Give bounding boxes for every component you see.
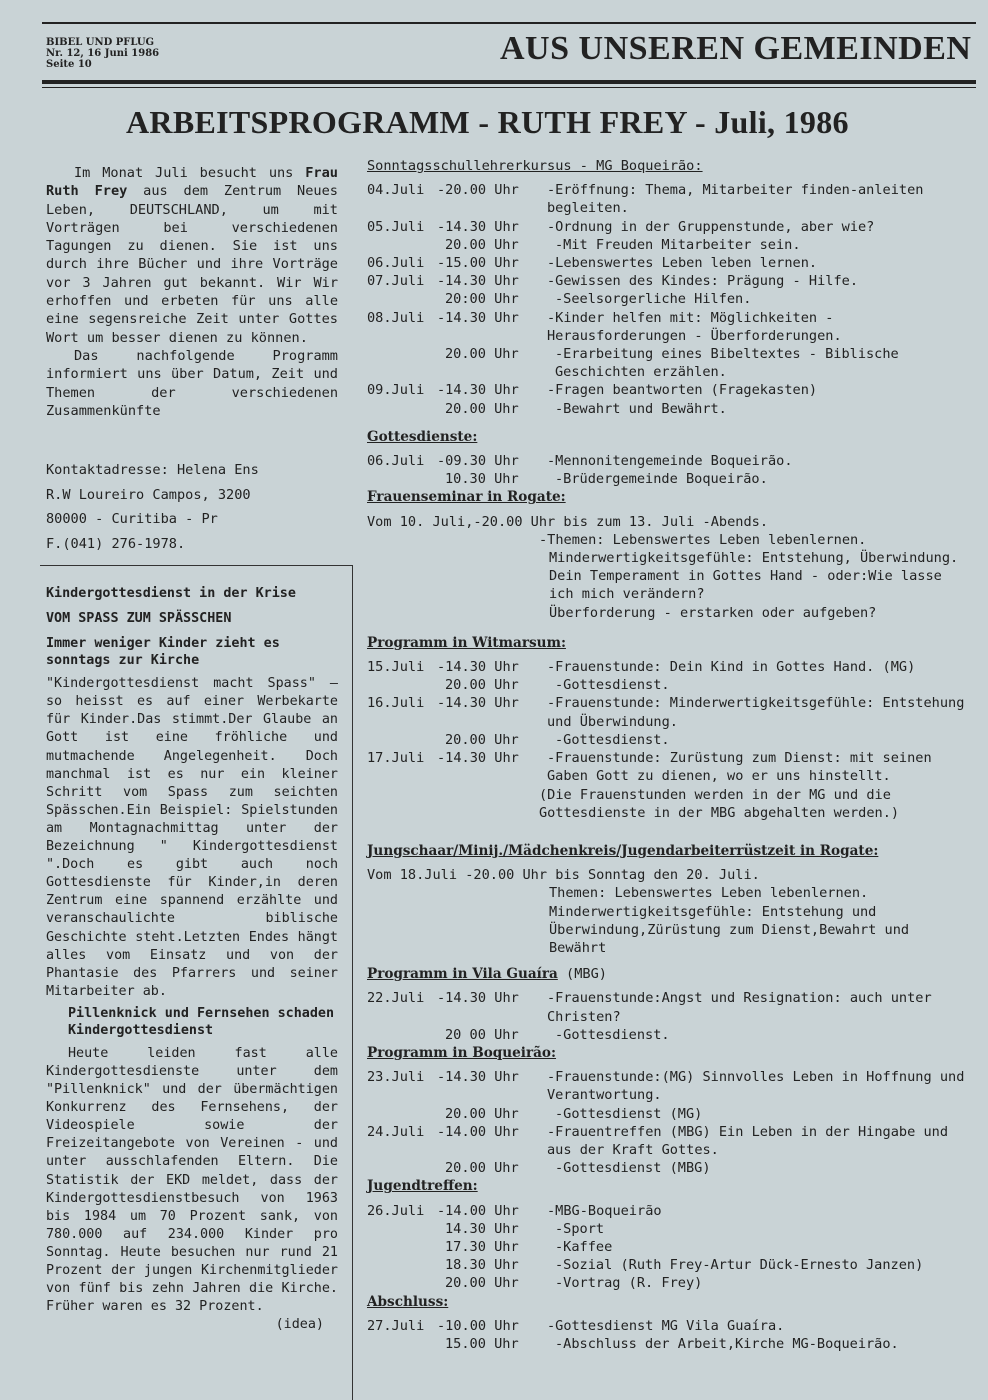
schedule-row: [367, 749, 967, 785]
jungschaar-theme-1: Themen: Lebenswertes Leben lebenlernen.: [549, 885, 869, 902]
masthead-info: [46, 37, 159, 70]
top-rule: [42, 22, 976, 24]
schedule-time: 20.00 Uhr: [445, 346, 519, 363]
schedule-row: [367, 181, 967, 217]
schedule-row: [367, 1159, 967, 1177]
schedule-topic: -Eröffnung: Thema, Mitarbeiter finden-anleiten begleiten.: [547, 182, 924, 217]
schedule-date: [367, 1159, 437, 1177]
schedule-date: 08.Juli: [367, 309, 425, 326]
abschluss-list: [367, 1317, 967, 1353]
program-schedule: [367, 157, 967, 1353]
schedule-row: [367, 1335, 967, 1353]
schedule-time: 20:00 Uhr: [445, 291, 519, 308]
boqueirao-heading: Programm in Boqueirão:: [367, 1044, 557, 1061]
schedule-row: [367, 272, 967, 290]
schedule-date: [367, 1105, 437, 1123]
intro-paragraph-2: Das nachfolgende Programm informiert uns über Datum, Zeit und Themen der verschiedenen Zusammenkünfte: [46, 347, 338, 419]
schedule-topic: -Fragen beantworten (Fragekasten): [547, 382, 818, 399]
schedule-topic: -Gottesdienst.: [555, 731, 670, 748]
schedule-date: [367, 1335, 437, 1353]
schedule-date: 07.Juli: [367, 273, 425, 290]
schedule-date: [367, 1220, 437, 1238]
jungschaar-theme-2: Minderwertigkeitsgefühle: Entstehung und Überwindung,Zürüstung zum Dienst,Bewahrt und Bewährt: [549, 903, 910, 956]
schedule-date: 26.Juli: [367, 1202, 425, 1219]
schedule-time: -14.30 Uhr: [437, 382, 519, 399]
schedule-date: 05.Juli: [367, 218, 425, 235]
schedule-date: 24.Juli: [367, 1123, 425, 1140]
schedule-date: [367, 676, 437, 694]
schedule-time: 20.00 Uhr: [445, 1105, 519, 1122]
schedule-topic: -Mennonitengemeinde Boqueirão.: [547, 453, 793, 470]
schedule-row: [367, 1026, 967, 1044]
schedule-row: [367, 658, 967, 676]
guest-name: Frau Ruth Frey: [46, 165, 338, 200]
schedule-date: [367, 1256, 437, 1274]
jugendtreffen-heading: Jugendtreffen:: [367, 1178, 478, 1195]
schedule-time: 17.30 Uhr: [445, 1238, 519, 1255]
article-source: (idea): [275, 1317, 324, 1333]
schedule-row: [367, 1068, 967, 1104]
frauenseminar-theme-4: Überforderung - erstarken oder aufgeben?: [549, 604, 877, 621]
vila-heading: Programm in Vila Guaíra: [367, 966, 558, 983]
contact-address: [46, 458, 338, 556]
contact-phone: F.(041) 276-1978.: [46, 535, 186, 552]
schedule-topic: -Frauenstunde:Angst und Resignation: auch unter Christen?: [547, 990, 932, 1025]
schedule-date: [367, 1026, 437, 1044]
schedule-time: 20.00 Uhr: [445, 677, 519, 694]
schedule-date: 17.Juli: [367, 750, 425, 767]
section-rule-thick: [42, 80, 976, 84]
schedule-time: -14.30 Uhr: [437, 1069, 519, 1086]
schedule-topic: -Frauenstunde: Minderwertigkeitsgefühle: Entstehung und Überwindung.: [547, 695, 965, 730]
schedule-time: -09.30 Uhr: [437, 453, 519, 470]
schedule-row: [367, 1220, 967, 1238]
schedule-time: 20.00 Uhr: [445, 236, 519, 253]
schedule-date: [367, 731, 437, 749]
schedule-topic: -Gewissen des Kindes: Prägung - Hilfe.: [547, 273, 858, 290]
schedule-time: -14.30 Uhr: [437, 309, 519, 326]
schedule-date: [367, 400, 437, 418]
schedule-date: 06.Juli: [367, 453, 425, 470]
schedule-topic: -Gottesdienst (MBG): [555, 1160, 711, 1177]
schedule-topic: -Gottesdienst (MG): [555, 1105, 703, 1122]
schedule-time: -14.30 Uhr: [437, 990, 519, 1007]
schedule-row: [367, 309, 967, 345]
gottesdienste-heading: Gottesdienste:: [367, 428, 478, 445]
schedule-topic: -Gottesdienst MG Vila Guaíra.: [547, 1317, 785, 1334]
schedule-topic: -Vortrag (R. Frey): [555, 1275, 703, 1292]
schedule-row: [367, 400, 967, 418]
article-kindergottesdienst: [46, 585, 338, 1334]
schedule-row: [367, 1202, 967, 1220]
witmarsum-note: (Die Frauenstunden werden in der MG und die Gottesdienste in der MBG abgehalten werden.): [539, 786, 900, 821]
jungschaar-block: [367, 866, 967, 957]
schedule-time: -14.30 Uhr: [437, 659, 519, 676]
vila-list: [367, 989, 967, 1044]
schedule-topic: -Sport: [555, 1220, 605, 1237]
schedule-row: [367, 731, 967, 749]
schedule-row: [367, 1317, 967, 1335]
schedule-date: 27.Juli: [367, 1317, 425, 1334]
schedule-topic: -Kaffee: [555, 1238, 613, 1255]
schedule-time: 18.30 Uhr: [445, 1257, 519, 1274]
schedule-row: [367, 1123, 967, 1159]
schedule-time: 15.00 Uhr: [445, 1335, 519, 1352]
schedule-topic: -Frauenstunde: Dein Kind in Gottes Hand. (MG): [547, 659, 916, 676]
schedule-row: [367, 1238, 967, 1256]
schedule-time: 20.00 Uhr: [445, 731, 519, 748]
schedule-time: 20.00 Uhr: [445, 400, 519, 417]
schedule-date: 22.Juli: [367, 990, 425, 1007]
schedule-time: -14.30 Uhr: [437, 750, 519, 767]
section-title: AUS UNSEREN GEMEINDEN: [500, 30, 972, 67]
issue-line: Nr. 12, 16 Juni 1986: [46, 48, 160, 59]
gottesdienste-list: [367, 452, 967, 488]
schedule-row: [367, 452, 967, 470]
schedule-date: 16.Juli: [367, 695, 425, 712]
schedule-date: [367, 1238, 437, 1256]
frauenseminar-block: [367, 513, 967, 622]
intro-text: [46, 164, 338, 420]
schedule-time: 14.30 Uhr: [445, 1220, 519, 1237]
schedule-date: 09.Juli: [367, 382, 425, 399]
kurs-heading: Sonntagsschullehrerkursus - MG Boqueirão:: [367, 158, 703, 174]
schedule-topic: -Sozial (Ruth Frey-Artur Dück-Ernesto Janzen): [555, 1257, 924, 1274]
article-body-1: "Kindergottesdienst macht Spass" — so heisst es auf einer Werbekarte für Kinder.Das stimmt.Der Glaube an Gott ist eine fröhliche und mutmachende Angelegenheit. Doch manchmal ist es nur ein kleiner Schritt vom Spass zum seichten Spässchen.Ein Beispiel: Spielstunden am Montagnachmittag unter der Bezeichnung " Kindergottesdienst ".Doch es gibt auch noch Gottesdienste für Kinder,in deren Zentrum eine spannend erzählte und veranschaulichte biblische Geschichte steht.Letzten Endes hängt alles vom Einsatz und von der Phantasie des Pfarrers und seiner Mitarbeiter ab.: [46, 676, 338, 999]
schedule-time: -14.30 Uhr: [437, 695, 519, 712]
schedule-topic: -Lebenswertes Leben leben lernen.: [547, 255, 818, 272]
schedule-topic: -Mit Freuden Mitarbeiter sein.: [555, 236, 801, 253]
article-subhead: Pillenknick und Fernsehen schaden Kindergottesdienst: [68, 1005, 335, 1038]
schedule-row: [367, 989, 967, 1025]
schedule-date: 23.Juli: [367, 1069, 425, 1086]
schedule-topic: -Frauenstunde: Zurüstung zum Dienst: mit seinen Gaben Gott zu dienen, wo er uns hinstellt.: [547, 750, 932, 785]
schedule-topic: -Kinder helfen mit: Möglichkeiten - Herausforderungen - Überforderungen.: [547, 309, 842, 344]
schedule-time: -15.00 Uhr: [437, 255, 519, 272]
schedule-topic: -Bewahrt und Bewährt.: [555, 400, 727, 417]
publication-name: BIBEL UND PFLUG: [46, 37, 155, 48]
article-deck: Immer weniger Kinder zieht es sonntags zur Kirche: [46, 636, 280, 669]
schedule-topic: -Seelsorgerliche Hilfen.: [555, 291, 752, 308]
schedule-row: [367, 470, 967, 488]
schedule-row: [367, 676, 967, 694]
schedule-topic: -Frauentreffen (MBG) Ein Leben in der Hingabe und aus der Kraft Gottes.: [547, 1123, 949, 1158]
witmarsum-heading: Programm in Witmarsum:: [367, 634, 566, 651]
article-box-side-rule: [352, 565, 353, 1400]
frauenseminar-dates: Vom 10. Juli,-20.00 Uhr bis zum 13. Juli -Abends.: [367, 513, 769, 530]
boqueirao-list: [367, 1068, 967, 1177]
article-body-2: Heute leiden fast alle Kindergottesdienste unter dem "Pillenknick" und der übermächtigen Konkurrenz des Fernsehens, der Videospiele sowie der Freizeitangebote von Vereinen - und unter ausschlafenden Eltern. Die Statistik der EKD meldet, dass der Kindergottesdienstbesuch von 1963 bis 1984 um 70 Prozent sank, von 780.000 auf 234.000 Kinder pro Sonntag. Heute besuchen nur rund 21 Prozent der jungen Kirchenmitglieder von fünf bis zehn Jahren die Kirche. Früher waren es 32 Prozent.: [46, 1045, 338, 1315]
schedule-date: [367, 1274, 437, 1292]
schedule-date: 04.Juli: [367, 182, 425, 199]
schedule-time: -14.30 Uhr: [437, 218, 519, 235]
contact-city: 80000 - Curitiba - Pr: [46, 511, 218, 527]
witmarsum-list: [367, 658, 967, 785]
kurs-list: [367, 181, 967, 418]
vila-heading-row: [367, 965, 967, 983]
schedule-row: [367, 1105, 967, 1123]
page-number: Seite 10: [46, 59, 92, 70]
schedule-time: -20.00 Uhr: [437, 182, 519, 199]
schedule-topic: -Frauenstunde:(MG) Sinnvolles Leben in Hoffnung und Verantwortung.: [547, 1069, 965, 1104]
frauenseminar-heading: Frauenseminar in Rogate:: [367, 489, 566, 506]
schedule-topic: -Brüdergemeinde Boqueirão.: [555, 471, 768, 488]
schedule-time: -14.00 Uhr: [437, 1123, 519, 1140]
schedule-row: [367, 236, 967, 254]
article-kicker: Kindergottesdienst in der Krise: [46, 586, 296, 601]
schedule-date: 06.Juli: [367, 255, 425, 272]
schedule-date: [367, 345, 437, 381]
abschluss-heading: Abschluss:: [367, 1293, 449, 1310]
section-rule-thin: [42, 87, 976, 88]
vila-heading-tag: (MBG): [566, 966, 607, 983]
schedule-topic: -Gottesdienst.: [555, 677, 670, 694]
jungschaar-heading: Jungschaar/Minij./Mädchenkreis/Jugendarbeiterrüstzeit in Rogate:: [367, 842, 879, 859]
jugendtreffen-list: [367, 1202, 967, 1293]
schedule-row: [367, 290, 967, 308]
schedule-row: [367, 1274, 967, 1292]
schedule-topic: -Gottesdienst.: [555, 1026, 670, 1043]
schedule-topic: -Abschluss der Arbeit,Kirche MG-Boqueirão.: [555, 1335, 899, 1352]
intro-paragraph-1: Im Monat Juli besucht uns Frau Ruth Frey aus dem Zentrum Neues Leben, DEUTSCHLAND, um mit Vorträgen bei verschiedenen Tagungen zu dienen. Sie ist uns durch ihre Bücher und ihre Vorträge vor 3 Jahren gut bekannt. Wir Wir erhoffen und erbeten für uns alle eine segensreiche Zeit unter Gottes Wort um besser dienen zu können.: [46, 165, 338, 346]
schedule-time: 10.30 Uhr: [445, 471, 519, 488]
schedule-time: 20.00 Uhr: [445, 1160, 519, 1177]
schedule-topic: -MBG-Boqueirão: [547, 1202, 662, 1219]
jungschaar-dates: Vom 18.Juli -20.00 Uhr bis Sonntag den 20. Juli.: [367, 867, 760, 884]
schedule-row: [367, 345, 967, 381]
schedule-row: [367, 381, 967, 399]
schedule-time: -10.00 Uhr: [437, 1317, 519, 1334]
schedule-row: [367, 1256, 967, 1274]
page-headline: ARBEITSPROGRAMM - RUTH FREY - Juli, 1986: [126, 104, 849, 140]
schedule-time: -14.00 Uhr: [437, 1202, 519, 1219]
contact-street: R.W Loureiro Campos, 3200: [46, 486, 251, 503]
schedule-date: 15.Juli: [367, 659, 425, 676]
schedule-topic: -Erarbeitung eines Bibeltextes - Biblische Geschichten erzählen.: [555, 346, 899, 381]
frauenseminar-theme-1: -Themen: Lebenswertes Leben lebenlernen.: [539, 531, 867, 548]
schedule-row: [367, 694, 967, 730]
schedule-time: 20 00 Uhr: [445, 1026, 519, 1043]
schedule-topic: -Ordnung in der Gruppenstunde, aber wie?: [547, 218, 875, 235]
schedule-row: [367, 218, 967, 236]
schedule-date: [367, 290, 437, 308]
article-title: VOM SPASS ZUM SPÄSSCHEN: [46, 611, 232, 627]
schedule-row: [367, 254, 967, 272]
frauenseminar-theme-3: Dein Temperament in Gottes Hand - oder:Wie lasse ich mich verändern?: [549, 568, 942, 603]
article-box-top-rule: [40, 565, 352, 566]
schedule-date: [367, 470, 437, 488]
schedule-time: 20.00 Uhr: [445, 1275, 519, 1292]
frauenseminar-theme-2: Minderwertigkeitsgefühle: Entstehung, Überwindung.: [549, 550, 959, 567]
contact-label: Kontaktadresse: Helena Ens: [46, 462, 259, 478]
schedule-time: -14.30 Uhr: [437, 273, 519, 290]
schedule-date: [367, 236, 437, 254]
